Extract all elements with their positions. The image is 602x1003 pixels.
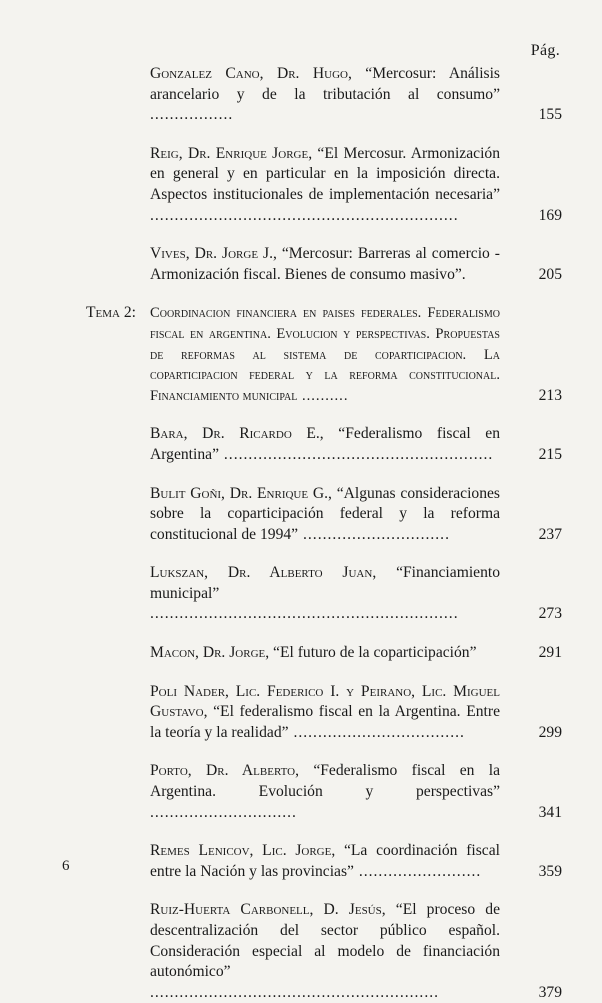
- entry-leader: ...................................: [288, 723, 465, 741]
- entry-author: Reig, Dr. Enrique Jorge,: [150, 144, 313, 162]
- entry-page-number: 273: [538, 605, 562, 623]
- entry-page-number: 237: [538, 525, 562, 543]
- entry-page-number: 341: [538, 803, 562, 821]
- entry-author: Remes Lenicov, Lic. Jorge,: [150, 842, 336, 860]
- entry-author: Bara, Dr. Ricardo E.,: [150, 425, 324, 443]
- entry-author: Macon, Dr. Jorge,: [150, 644, 270, 662]
- entry-page-number: 379: [538, 983, 562, 1001]
- entry-leader: .........................: [353, 862, 482, 880]
- entry-author: Bulit Goñi, Dr. Enrique G.,: [150, 484, 332, 502]
- toc-entry-text: [150, 244, 500, 285]
- entry-author: Poli Nader, Lic. Federico I. y Peirano, Lic. Miguel Gustavo,: [150, 682, 500, 721]
- entry-author: Porto, Dr. Alberto,: [150, 762, 299, 780]
- entry-leader: ...............................................................: [150, 206, 459, 224]
- toc-section-text: [150, 303, 500, 406]
- entry-leader: .................: [150, 106, 234, 124]
- toc-list: [86, 64, 562, 1003]
- toc-entry-text: [150, 900, 500, 1003]
- toc-entry: [86, 682, 562, 744]
- toc-entry: [86, 64, 562, 126]
- entry-leader: ...........................................................: [150, 983, 440, 1001]
- toc-entry-text: [150, 424, 500, 465]
- entry-leader: ..............................: [298, 525, 450, 543]
- toc-entry-text: [150, 761, 500, 823]
- entry-page-number: 359: [538, 862, 562, 880]
- entry-leader: ..............................: [150, 803, 297, 821]
- section-label: Tema 2:: [86, 304, 136, 322]
- toc-entry: [86, 144, 562, 226]
- entry-page-number: 205: [538, 265, 562, 283]
- entry-author: Gonzalez Cano, Dr. Hugo,: [150, 65, 352, 82]
- entry-page-number: 291: [538, 644, 562, 662]
- entry-leader: .......................................................: [219, 445, 494, 463]
- section-title: Coordinacion financiera en paises federales. Federalismo fiscal en argentina. Evolucion y perspectivas. Propuestas de reformas al sistema de coparticipacion. La coparticipacion federal y la reforma constitucional. Financiamiento municipal: [150, 305, 500, 404]
- folio-page-number: 6: [62, 858, 70, 874]
- entry-page-number: 213: [538, 386, 562, 404]
- entry-leader: ...............................................................: [150, 605, 459, 623]
- toc-entry: [86, 424, 562, 465]
- entry-title: “Federalismo fiscal en la Argentina. Evolución y perspectivas”: [150, 762, 500, 801]
- toc-entry: [86, 563, 562, 625]
- toc-entry: [86, 244, 562, 285]
- entry-page-number: 155: [538, 106, 562, 124]
- toc-entry: [86, 841, 562, 882]
- toc-entry-text: [150, 643, 500, 664]
- entry-author: Ruiz-Huerta Carbonell, D. Jesús,: [150, 901, 386, 919]
- toc-section-entry: [86, 303, 562, 406]
- entry-leader: ..........: [297, 387, 349, 404]
- toc-entry-text: [150, 64, 500, 126]
- entry-title: “El proceso de descentralización del sector público español. Consideración especial al modelo de financiación autonómico”: [150, 901, 500, 981]
- entry-page-number: 169: [538, 206, 562, 224]
- entry-page-number: 215: [538, 445, 562, 463]
- entry-title: “El futuro de la coparticipación”: [269, 644, 477, 662]
- entry-title: “Federalismo fiscal en Argentina”: [150, 425, 500, 463]
- entry-author: Vives, Dr. Jorge J.,: [150, 245, 277, 263]
- toc-entry: [86, 761, 562, 823]
- toc-entry-text: [150, 841, 500, 882]
- entry-title: “La coordinación fiscal entre la Nación y las provincias”: [150, 842, 500, 880]
- entry-title: “El Mercosur. Armonización en general y en particular en la imposición directa. Aspectos institucionales de implementación necesaria”: [150, 144, 500, 203]
- toc-entry-text: [150, 484, 500, 546]
- toc-entry: [86, 643, 562, 664]
- toc-entry: [86, 900, 562, 1003]
- entry-title: “Mercosur: Análisis arancelario y de la tributación al consumo”: [150, 65, 500, 103]
- entry-title: “El federalismo fiscal en la Argentina. Entre la teoría y la realidad”: [150, 703, 500, 741]
- toc-entry-text: [150, 682, 500, 744]
- toc-entry-text: [150, 144, 500, 226]
- page-column-header: Pág.: [530, 42, 560, 59]
- toc-entry-text: [150, 563, 500, 625]
- entry-title: “Algunas consideraciones sobre la coparticipación federal y la reforma constitucional de 1994”: [150, 484, 500, 543]
- entry-page-number: 299: [538, 723, 562, 741]
- entry-title: “Financiamiento municipal”: [150, 564, 500, 602]
- toc-entry: [86, 484, 562, 546]
- entry-author: Lukszan, Dr. Alberto Juan,: [150, 564, 377, 582]
- entry-title: “Mercosur: Barreras al comercio - Armonización fiscal. Bienes de consumo masivo”.: [150, 245, 500, 283]
